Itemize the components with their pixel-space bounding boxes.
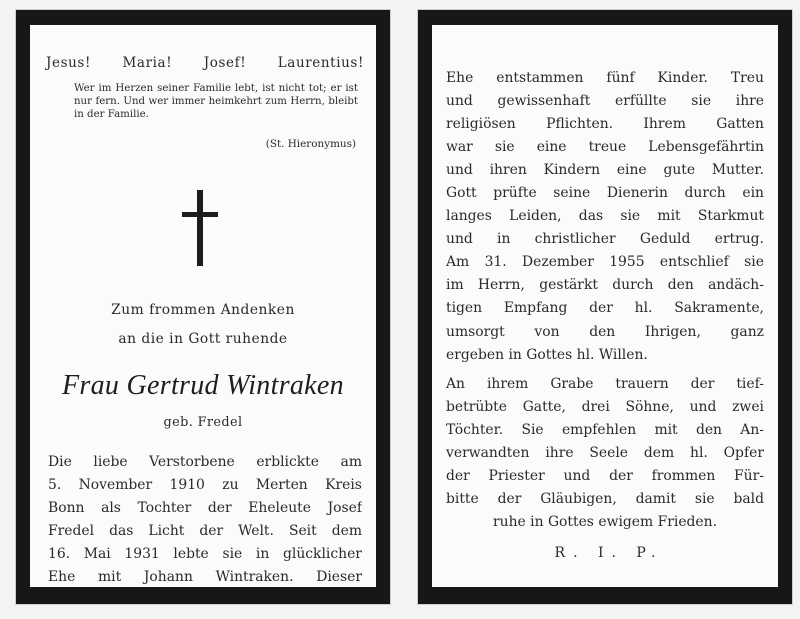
invocation-line	[46, 55, 364, 71]
maiden-name: geb. Fredel	[163, 415, 243, 430]
paragraph1-line: Ehe entstammen fünf Kinder. Treu	[446, 70, 764, 86]
memorial-line-1: Zum frommen Andenken	[111, 302, 295, 318]
memorial-line-2: an die in Gott ruhende	[118, 331, 288, 347]
quote-text: Wer im Herzen seiner Familie lebt, ist nicht tot; er ist nur fern. Und wer immer heimkehrt zum Herrn, bleibt in der Familie.	[74, 83, 358, 120]
paragraph2-line: Töchter. Sie empfehlen mit den An-	[446, 421, 764, 438]
paragraph1-line: Am 31. Dezember 1955 entschlief sie	[446, 254, 764, 271]
paragraph2-line: verwandten ihre Seele dem hl. Opfer	[446, 444, 764, 461]
quote-source: (St. Hieronymus)	[265, 138, 356, 150]
bio-line: 5. November 1910 zu Merten Kreis	[48, 477, 362, 493]
bio-line: Bonn als Tochter der Eheleute Josef	[48, 500, 362, 516]
card-back-paper	[432, 25, 778, 587]
invocation-maria: Maria!	[122, 55, 173, 71]
paragraph2-line: ruhe in Gottes ewigem Frieden.	[492, 513, 718, 530]
invocation-jesus: Jesus!	[46, 55, 91, 71]
paragraph1-line: umsorgt von den Ihrigen, ganz	[446, 323, 764, 340]
invocation-josef: Josef!	[203, 55, 247, 71]
bio-line: Die liebe Verstorbene erblickte am	[48, 454, 362, 470]
paragraph1-line: religiösen Pflichten. Ihrem Gatten	[446, 116, 764, 133]
card-front-paper	[30, 25, 376, 587]
paragraph1-line: Gott prüfte seine Dienerin durch ein	[446, 185, 764, 202]
paragraph1-line: und gewissenhaft erfüllte sie ihre	[446, 93, 764, 110]
paragraph1-line: tigen Empfang der hl. Sakramente,	[446, 300, 764, 317]
paragraph2-line: bitte der Gläubigen, damit sie bald	[446, 490, 764, 507]
paragraph1-line: und ihren Kindern eine gute Mutter.	[446, 162, 764, 179]
memorial-card-back	[418, 10, 792, 604]
biography-text	[48, 451, 362, 587]
deceased-name: Frau Gertrud Wintraken	[62, 370, 344, 401]
rip-closing: R. I. P.	[554, 545, 664, 561]
paragraph1-line: im Herrn, gestärkt durch den andäch-	[446, 277, 764, 294]
paragraph1-line: war sie eine treue Lebensgefährtin	[446, 139, 764, 156]
memorial-card-front	[16, 10, 390, 604]
paragraph1-line: und in christlicher Geduld ertrug.	[446, 231, 764, 248]
paragraph1-line: langes Leiden, das sie mit Starkmut	[446, 208, 764, 225]
paragraph1-line: ergeben in Gottes hl. Willen.	[446, 346, 648, 363]
biography-continued	[446, 67, 764, 534]
bio-line: Ehe mit Johann Wintraken. Dieser	[48, 569, 362, 585]
paragraph2-line: betrübte Gatte, drei Söhne, und zwei	[446, 398, 764, 415]
cross-icon	[182, 190, 218, 266]
bio-line: Fredel das Licht der Welt. Seit dem	[48, 523, 362, 539]
paragraph2-line: An ihrem Grabe trauern der tief-	[446, 375, 764, 392]
paragraph2-line: der Priester und der frommen Für-	[446, 467, 764, 484]
invocation-laurentius: Laurentius!	[277, 55, 364, 71]
bio-line: 16. Mai 1931 lebte sie in glücklicher	[48, 546, 362, 562]
